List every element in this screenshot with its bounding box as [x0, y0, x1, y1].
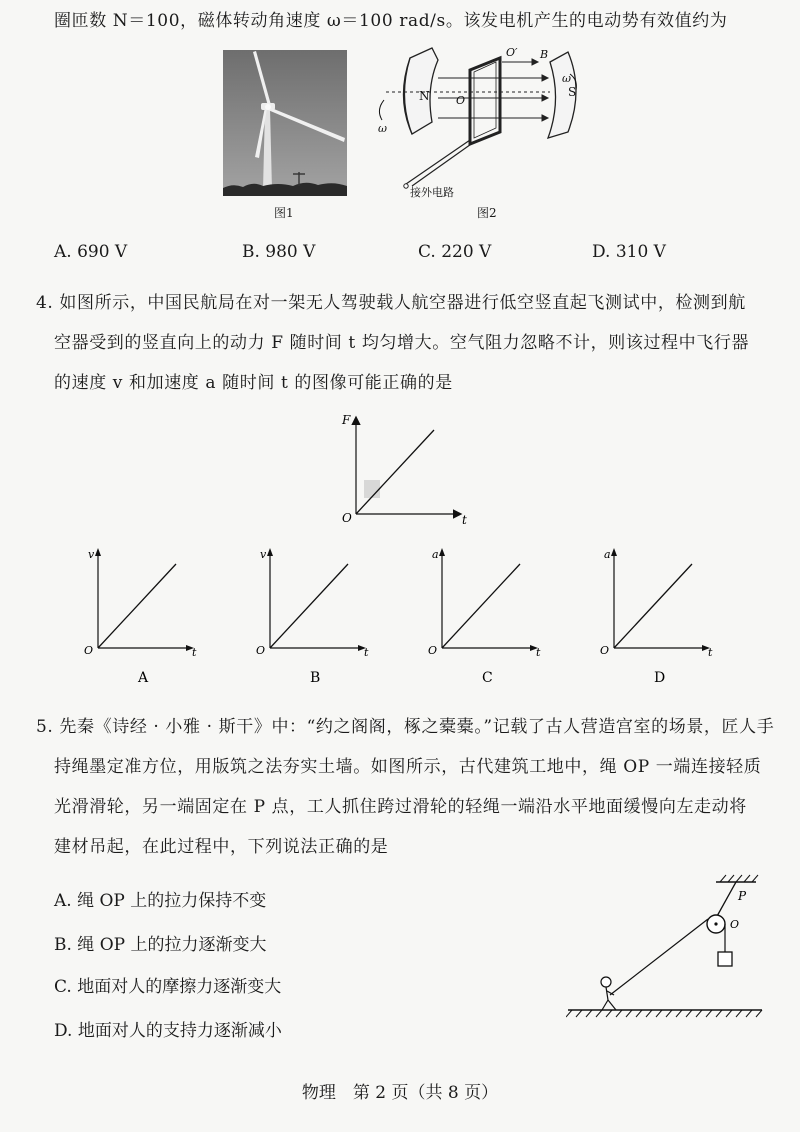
figure-2-caption: 图2 [477, 206, 497, 220]
x-axis-label: t [536, 646, 541, 659]
x-axis-label: t [192, 646, 197, 659]
origin-label: O [256, 644, 266, 657]
option-graph-c [424, 540, 544, 690]
generator-diagram [372, 40, 590, 208]
q3-option-a: A. 690 V [54, 242, 128, 262]
option-caption: C [482, 670, 493, 686]
q3-option-b: B. 980 V [242, 242, 316, 262]
option-caption: A [138, 670, 149, 686]
origin-label: O [84, 644, 94, 657]
y-axis-arrow [439, 548, 445, 556]
south-pole-label: S [568, 85, 577, 99]
force-time-graph [336, 408, 476, 528]
q5-option-b: B. 绳 OP 上的拉力逐渐变大 [54, 935, 267, 955]
force-axis-label: F [342, 413, 351, 427]
option-graphs [80, 540, 720, 690]
axis-o-label: O [456, 94, 466, 107]
q5-stem-line-3: 光滑滑轮，另一端固定在 P 点，工人抓住跨过滑轮的轻绳一端沿水平地面缓慢向左走动将 [54, 797, 747, 817]
origin-label: O [428, 644, 438, 657]
page-footer: 物理 第 2 页（共 8 页） [301, 1083, 499, 1103]
pulley-o-label: O [730, 918, 740, 931]
q5-stem-line-1: 5. 先秦《诗经 · 小雅 · 斯干》中：“约之阁阁，椓之橐橐。”记载了古人营造宫室的场景，匠人手 [36, 717, 775, 737]
graph-line [614, 564, 692, 648]
origin-label: O [342, 511, 352, 525]
field-b-label: B [540, 48, 549, 61]
q5-option-c: C. 地面对人的摩擦力逐渐变大 [54, 977, 282, 997]
wind-turbine-photo [223, 50, 347, 196]
north-pole-label: N [419, 89, 430, 103]
q4-stem-line-3: 的速度 v 和加速度 a 随时间 t 的图像可能正确的是 [54, 373, 453, 393]
y-axis-label: v [260, 548, 267, 561]
y-axis-arrow [611, 548, 617, 556]
option-graph-a [80, 540, 200, 690]
point-p-label: P [738, 889, 747, 903]
omega-left-label: ω [378, 122, 387, 135]
y-axis-label: v [88, 548, 95, 561]
option-graph-d [596, 540, 716, 690]
y-axis-arrow [95, 548, 101, 556]
omega-right-label: ω [562, 72, 571, 85]
q3-option-c: C. 220 V [418, 242, 492, 262]
origin-label: O [600, 644, 610, 657]
y-axis-label: a [432, 548, 439, 561]
q5-option-a: A. 绳 OP 上的拉力保持不变 [54, 891, 267, 911]
q5-option-d: D. 地面对人的支持力逐渐减小 [54, 1021, 282, 1041]
graph-line [270, 564, 348, 648]
x-axis-label: t [708, 646, 713, 659]
option-caption: B [310, 670, 321, 686]
q3-stem-line: 圈匝数 N＝100，磁体转动角速度 ω＝100 rad/s。该发电机产生的电动势有效值约为 [54, 11, 728, 31]
q5-stem-line-2: 持绳墨定准方位，用版筑之法夯实土墙。如图所示，古代建筑工地中，绳 OP 一端连接轻质 [54, 757, 762, 777]
graph-line [442, 564, 520, 648]
pulley-worker-diagram [566, 870, 766, 1020]
q5-stem-line-4: 建材吊起，在此过程中，下列说法正确的是 [54, 837, 389, 857]
q4-stem-line-1: 4. 如图所示，中国民航局在对一架无人驾驶载人航空器进行低空竖直起飞测试中，检测到航 [36, 293, 746, 313]
y-axis-arrow [267, 548, 273, 556]
graph-line [98, 564, 176, 648]
time-axis-label: t [462, 513, 467, 527]
y-axis-label: a [604, 548, 611, 561]
option-graph-b [252, 540, 372, 690]
option-caption: D [654, 670, 666, 686]
external-circuit-label: 接外电路 [410, 186, 454, 199]
x-axis-label: t [364, 646, 369, 659]
q3-option-d: D. 310 V [592, 242, 666, 262]
q4-stem-line-2: 空器受到的竖直向上的动力 F 随时间 t 均匀增大。空气阻力忽略不计，则该过程中飞行器 [54, 333, 750, 353]
axis-o-prime-label: O′ [506, 46, 518, 59]
figure-1-caption: 图1 [274, 206, 294, 220]
